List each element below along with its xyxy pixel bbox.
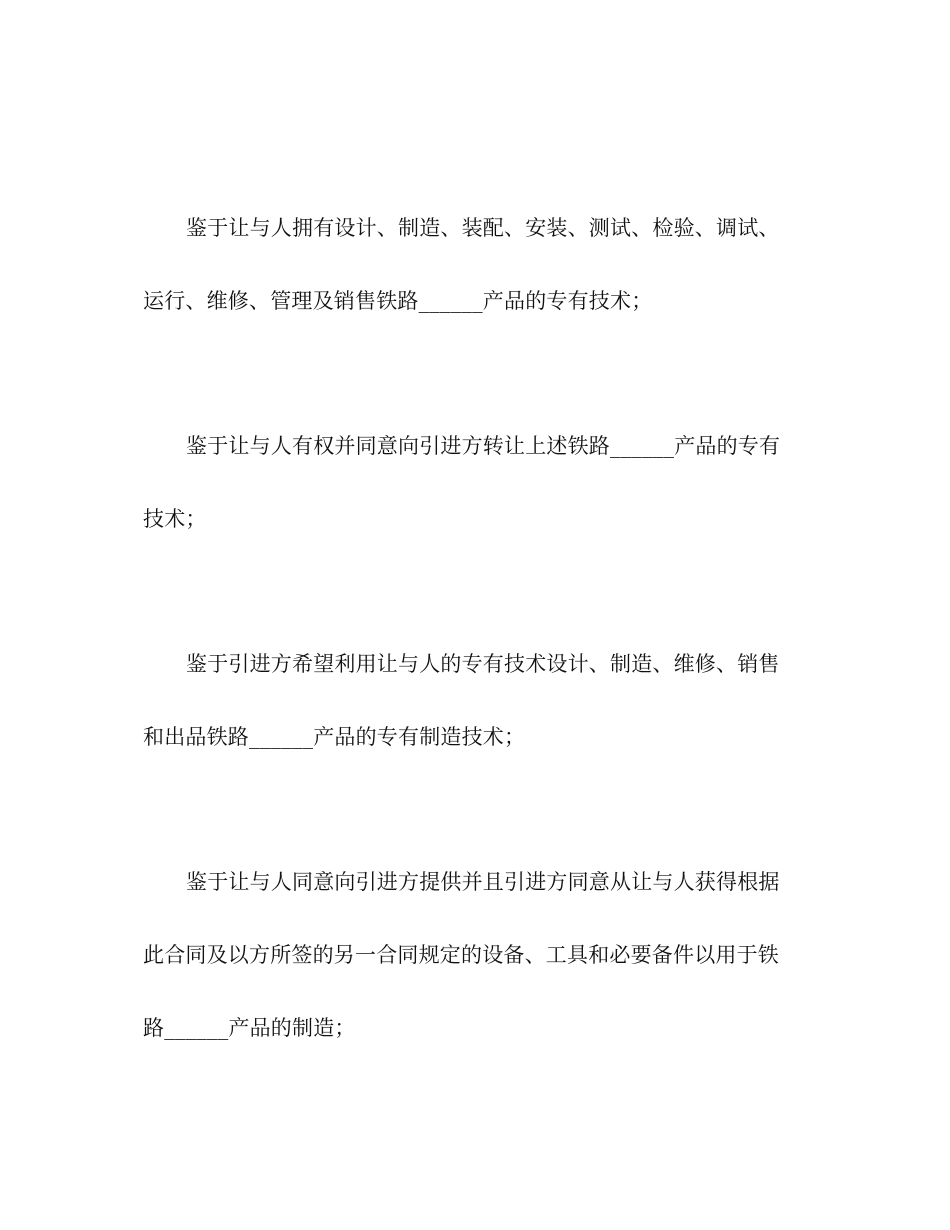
paragraph-line: 鉴于让与人有权并同意向引进方转让上述铁路______产品的专有 — [186, 434, 781, 458]
paragraph-line: 路______产品的制造； — [143, 1016, 356, 1040]
paragraph-line: 鉴于让与人拥有设计、制造、装配、安装、测试、检验、调试、 — [186, 216, 780, 240]
paragraph-line: 此合同及以方所签的另一合同规定的设备、工具和必要备件以用于铁 — [143, 943, 779, 967]
paragraph-line: 和出品铁路______产品的专有制造技术； — [143, 725, 526, 749]
paragraph-line: 鉴于让与人同意向引进方提供并且引进方同意从让与人获得根据 — [186, 870, 780, 894]
paragraph-line: 技术； — [143, 507, 207, 531]
paragraph-line: 运行、维修、管理及销售铁路______产品的专有技术； — [143, 289, 653, 313]
paragraph-line: 鉴于引进方希望利用让与人的专有技术设计、制造、维修、销售 — [186, 652, 780, 676]
